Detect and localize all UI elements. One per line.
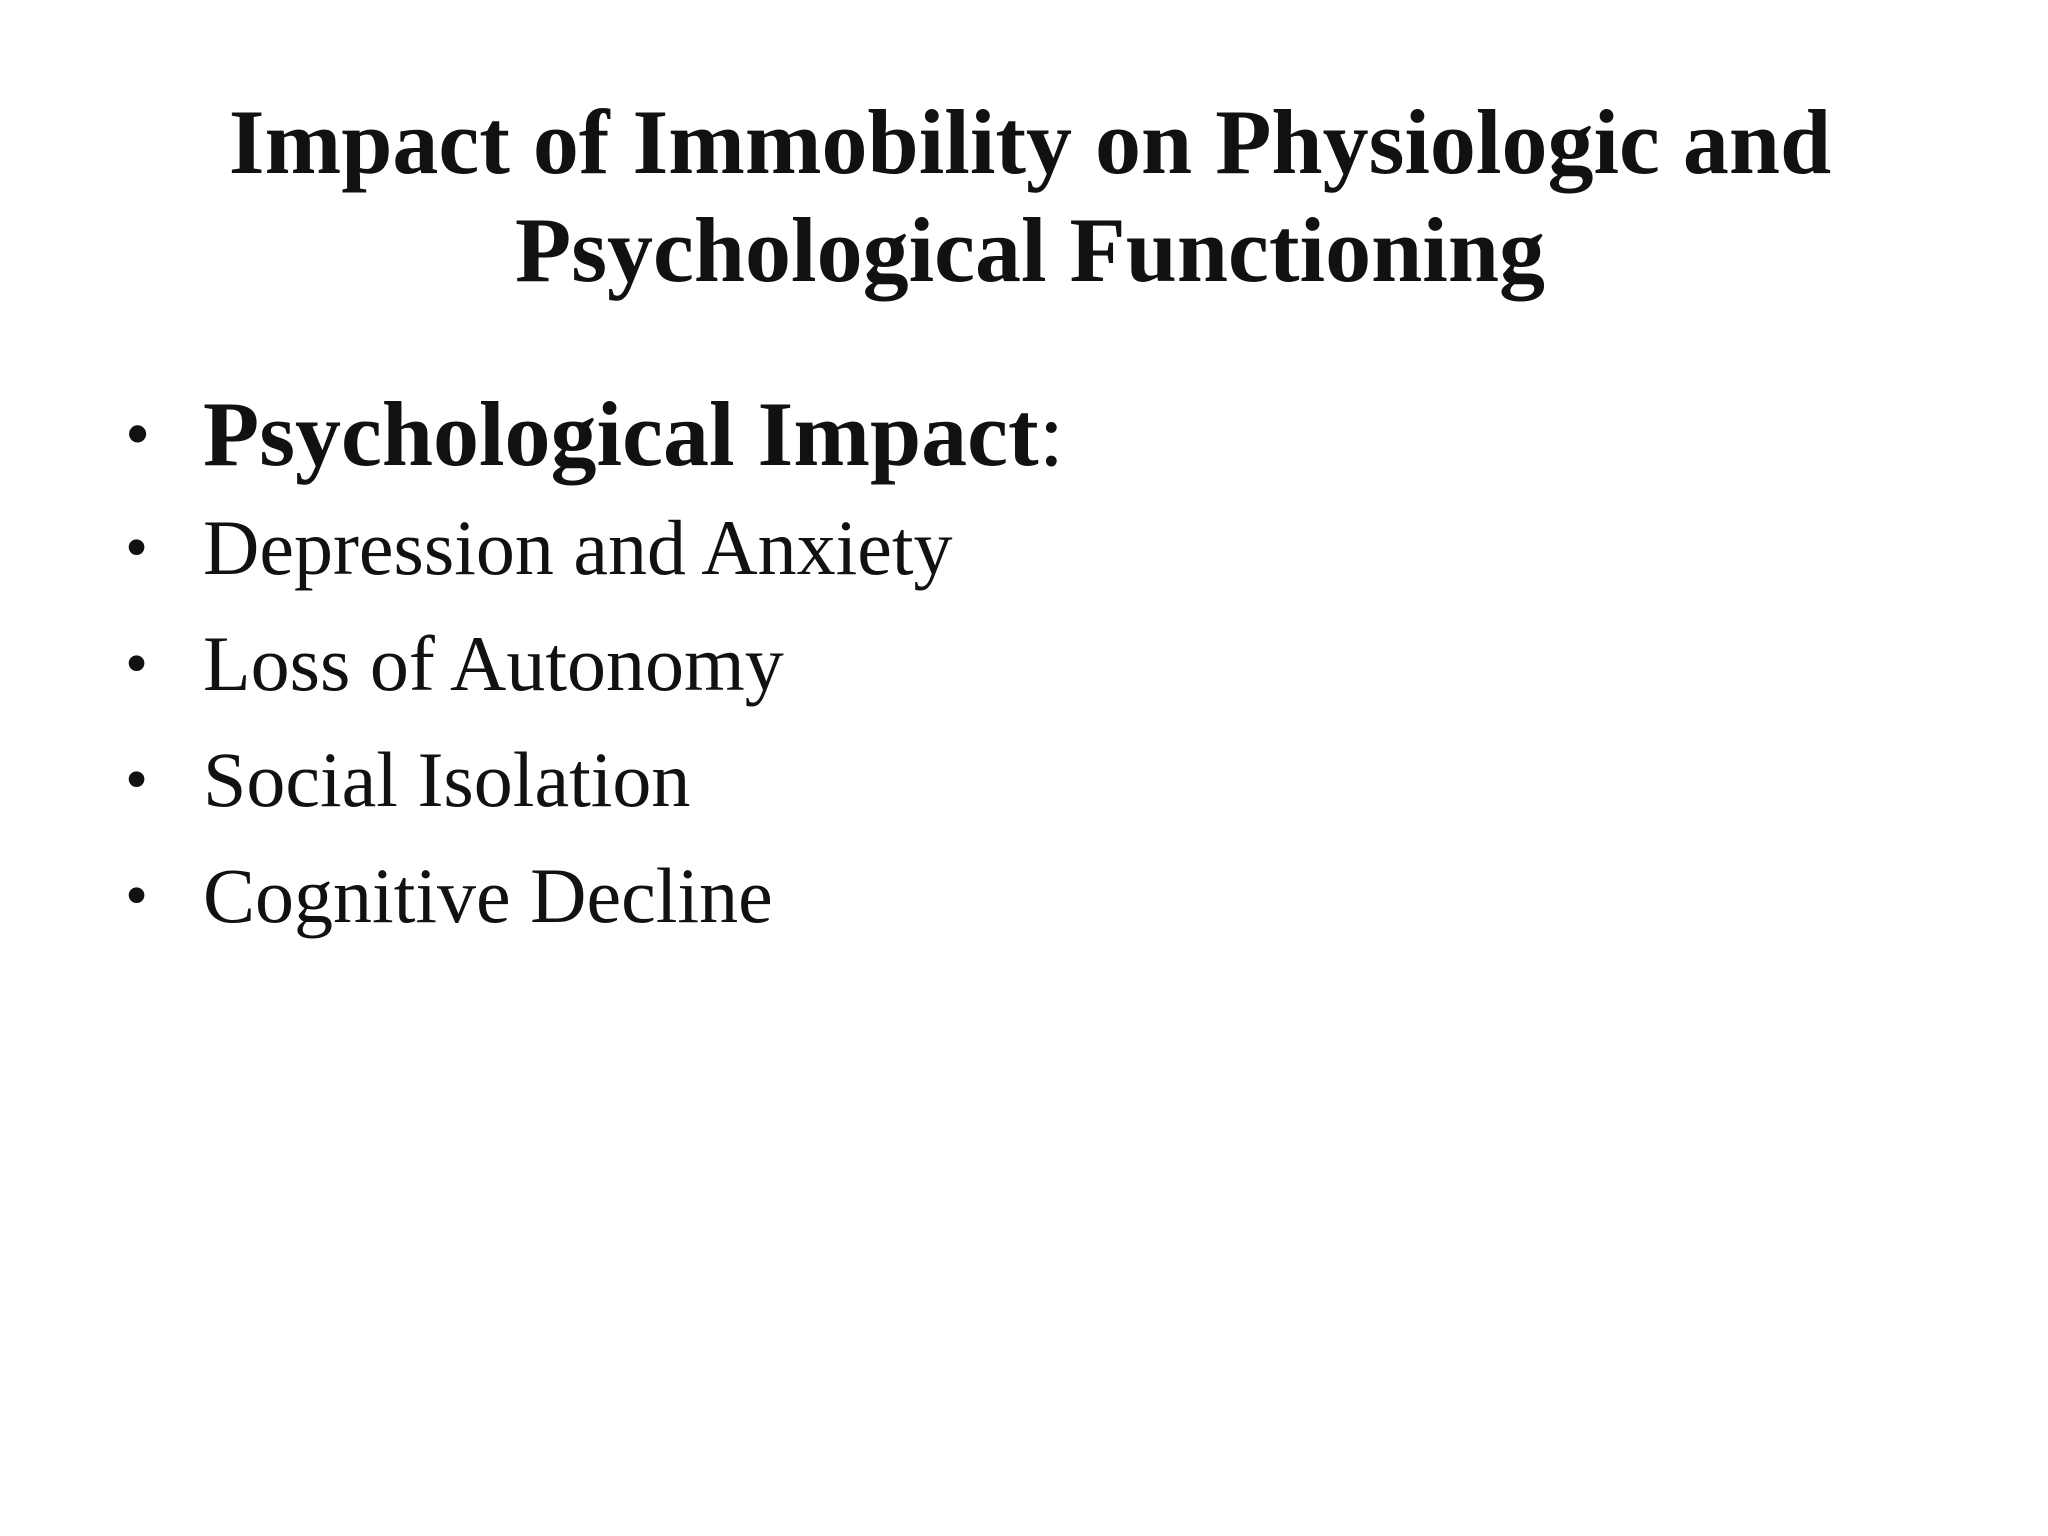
slide-title <box>150 88 1910 304</box>
bullet-icon: • <box>125 627 149 700</box>
list-item <box>125 722 1064 838</box>
list-item <box>125 606 1064 722</box>
bullet-list <box>125 378 1064 954</box>
bullet-icon: • <box>125 394 151 474</box>
bullet-icon: • <box>125 743 149 816</box>
bullet-heading <box>125 378 1064 490</box>
bullet-icon: • <box>125 859 149 932</box>
list-item-text: Depression and Anxiety <box>203 504 953 591</box>
list-item <box>125 838 1064 954</box>
slide-title-line-1: Impact of Immobility on Physiologic and <box>228 91 1832 193</box>
list-item-text: Loss of Autonomy <box>203 620 784 707</box>
bullet-icon: • <box>125 511 149 584</box>
list-item <box>125 490 1064 606</box>
bullet-heading-colon: : <box>1038 383 1065 485</box>
bullet-heading-text: Psychological Impact <box>203 383 1039 485</box>
slide-title-line-2: Psychological Functioning <box>515 199 1545 301</box>
list-item-text: Cognitive Decline <box>203 852 773 939</box>
list-item-text: Social Isolation <box>203 736 691 823</box>
